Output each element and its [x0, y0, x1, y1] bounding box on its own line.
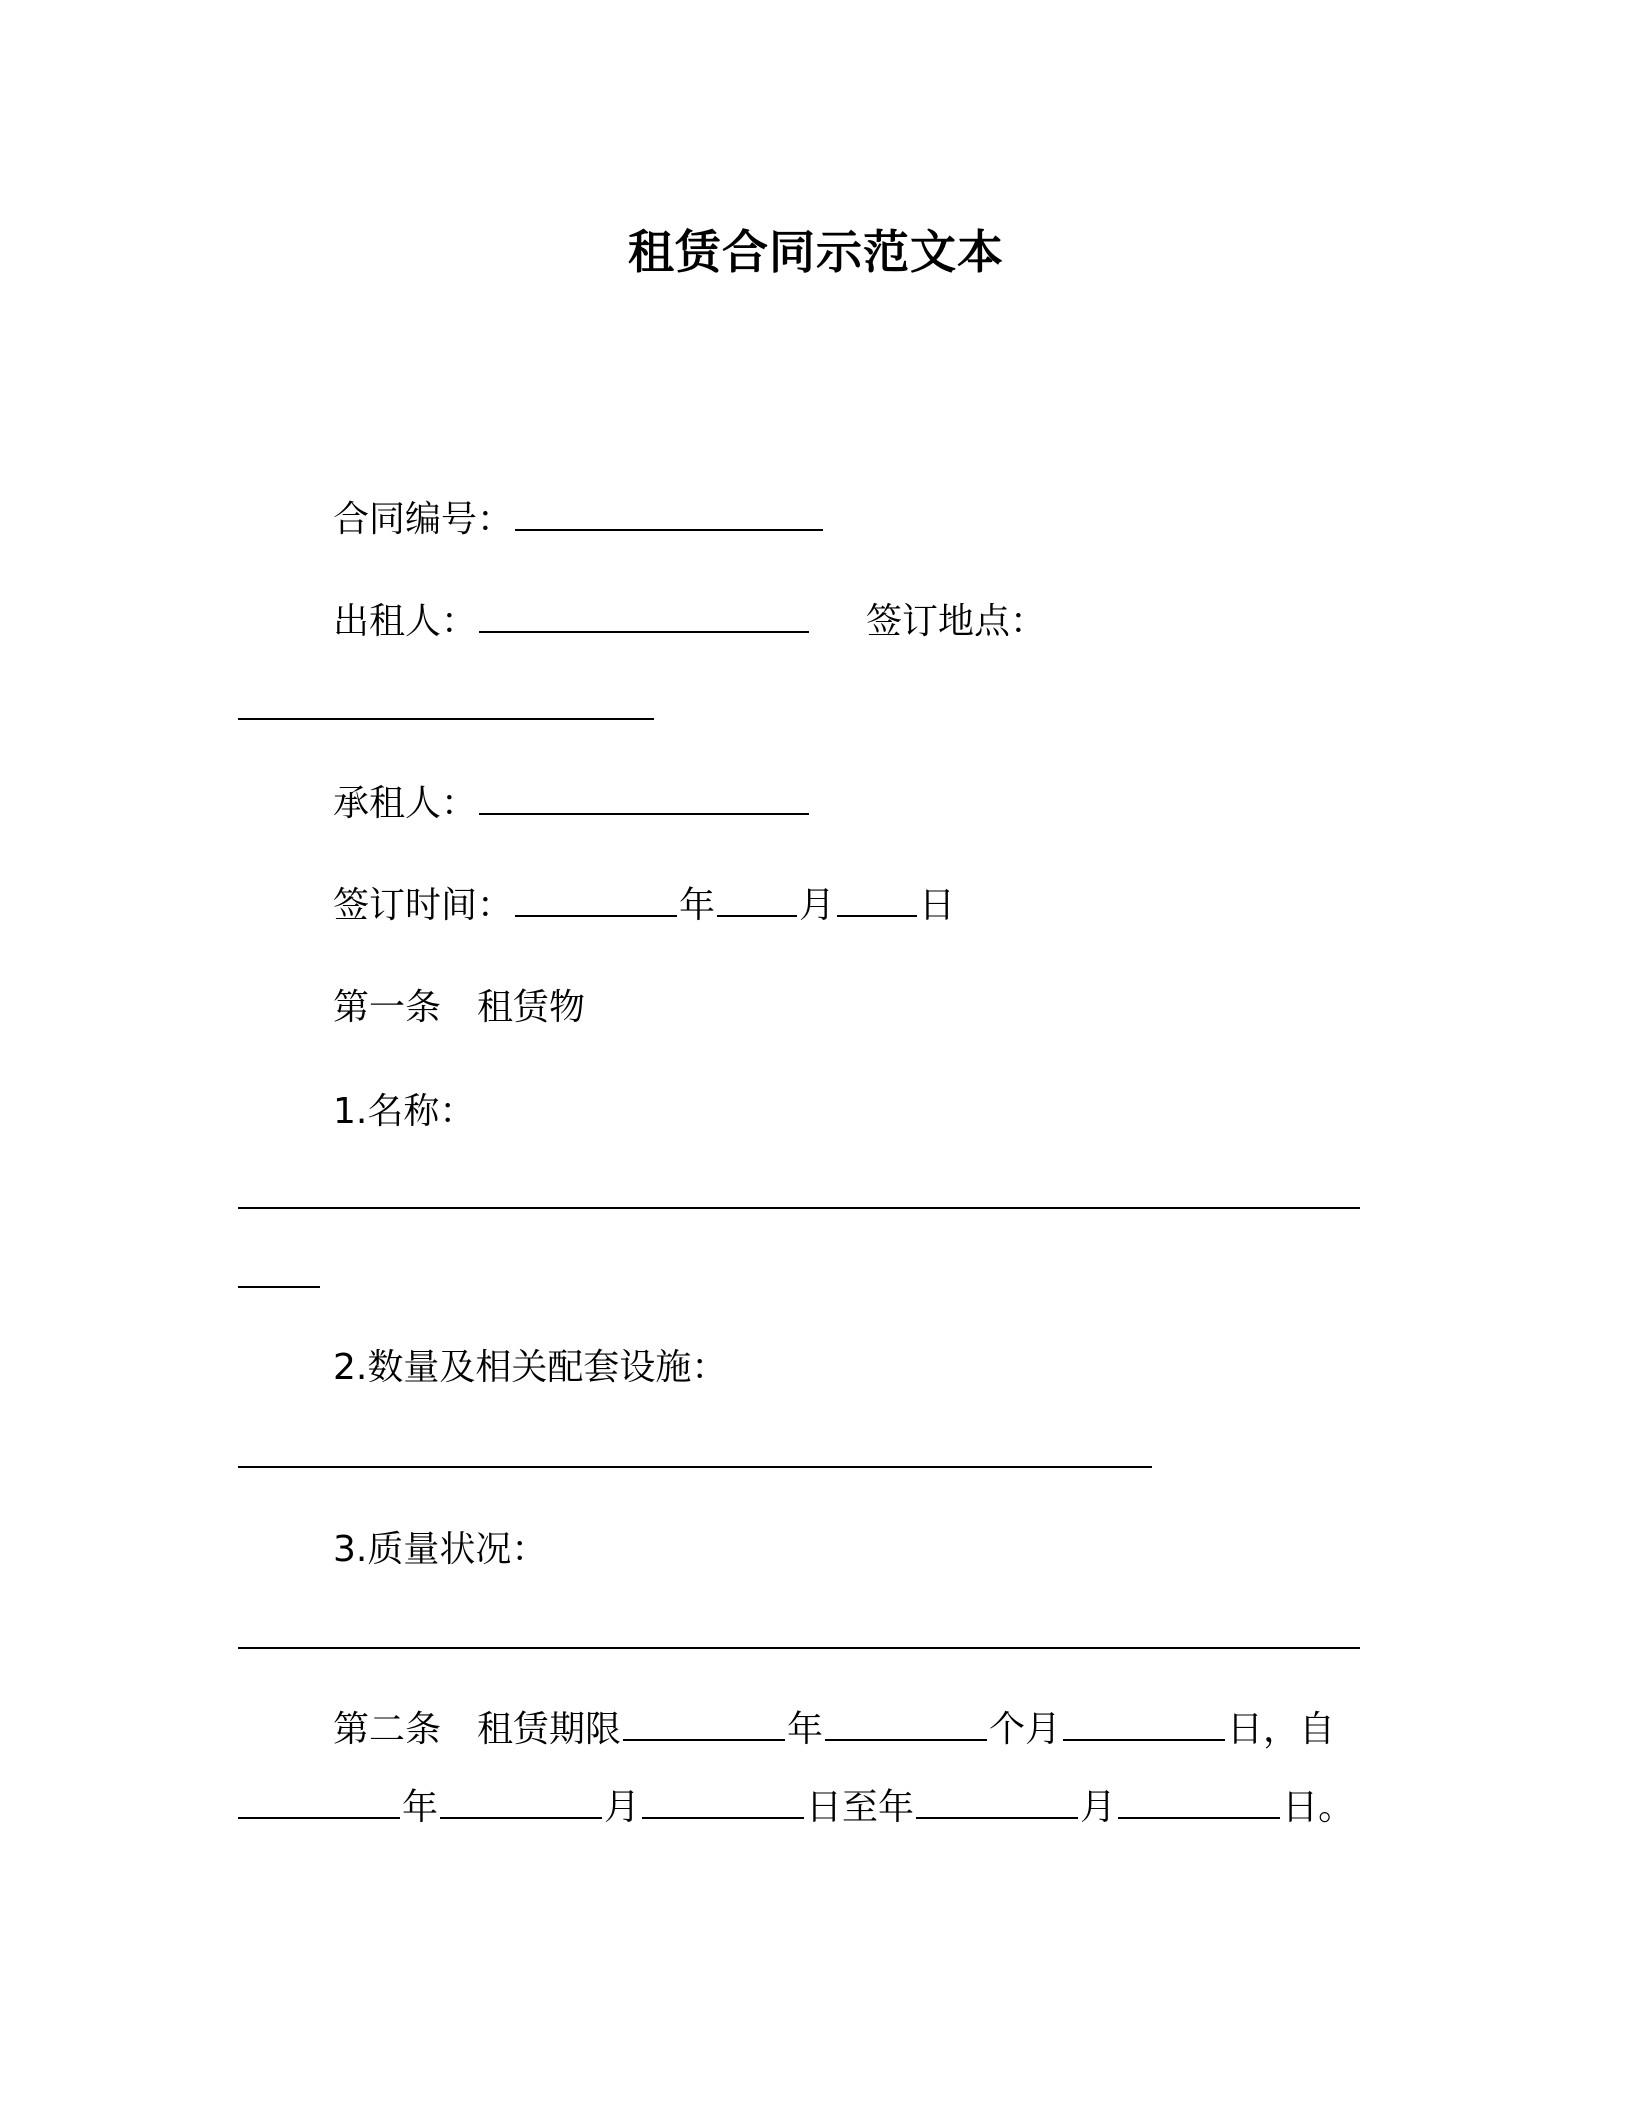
article2-line1: [333, 1706, 1335, 1754]
lessor-blank: [479, 601, 809, 633]
term-months-text: 个月: [989, 1709, 1062, 1750]
article1-heading: 第一条 租赁物: [333, 987, 586, 1028]
item-name-label: 1.名称：: [333, 1091, 476, 1132]
lessee-label: 承租人：: [333, 783, 478, 824]
term-year-text: 年: [787, 1709, 824, 1750]
sign-day-blank: [837, 885, 917, 917]
item-quantity-label: 2.数量及相关配套设施：: [333, 1347, 728, 1388]
lessor-line: [333, 598, 811, 646]
item-quantity-blank: [238, 1466, 1152, 1468]
month-text: 月: [799, 885, 836, 926]
day-text: 日: [919, 885, 956, 926]
sign-time-line: [333, 882, 955, 930]
item-name-blank-continued: [238, 1286, 320, 1288]
article2-line2: [238, 1784, 1354, 1832]
end-day-blank: [1118, 1787, 1280, 1819]
term-months-blank: [825, 1709, 987, 1741]
document-title: 租赁合同示范文本: [628, 225, 1004, 279]
end-month-blank: [916, 1787, 1078, 1819]
sign-place-line: [866, 598, 1046, 646]
end-day-text: 日。: [1282, 1787, 1355, 1828]
sign-year-blank: [515, 885, 677, 917]
term-years-blank: [623, 1709, 785, 1741]
item-quality-label: 3.质量状况：: [333, 1529, 548, 1570]
start-year-blank: [238, 1787, 400, 1819]
contract-number-line: [333, 496, 825, 544]
end-month-text: 月: [1080, 1787, 1117, 1828]
day-to-year-text: 日至年: [806, 1787, 915, 1828]
lessee-blank: [479, 783, 809, 815]
start-month-blank: [440, 1787, 602, 1819]
term-days-blank: [1063, 1709, 1225, 1741]
contract-number-label: 合同编号：: [333, 499, 514, 540]
sign-month-blank: [717, 885, 797, 917]
sign-place-label: 签订地点：: [866, 601, 1047, 642]
article2-heading: 第二条 租赁期限: [333, 1709, 622, 1750]
start-day-blank: [642, 1787, 804, 1819]
lessee-line: [333, 780, 811, 828]
year-text: 年: [679, 885, 716, 926]
start-month-text: 月: [604, 1787, 641, 1828]
sign-time-label: 签订时间：: [333, 885, 514, 926]
item-name-blank: [238, 1207, 1360, 1209]
term-day-from-text: 日，自: [1227, 1709, 1336, 1750]
lessor-label: 出租人：: [333, 601, 478, 642]
sign-place-blank: [238, 718, 654, 720]
start-year-text: 年: [402, 1787, 439, 1828]
contract-number-blank: [515, 499, 823, 531]
item-quality-blank: [238, 1647, 1360, 1649]
